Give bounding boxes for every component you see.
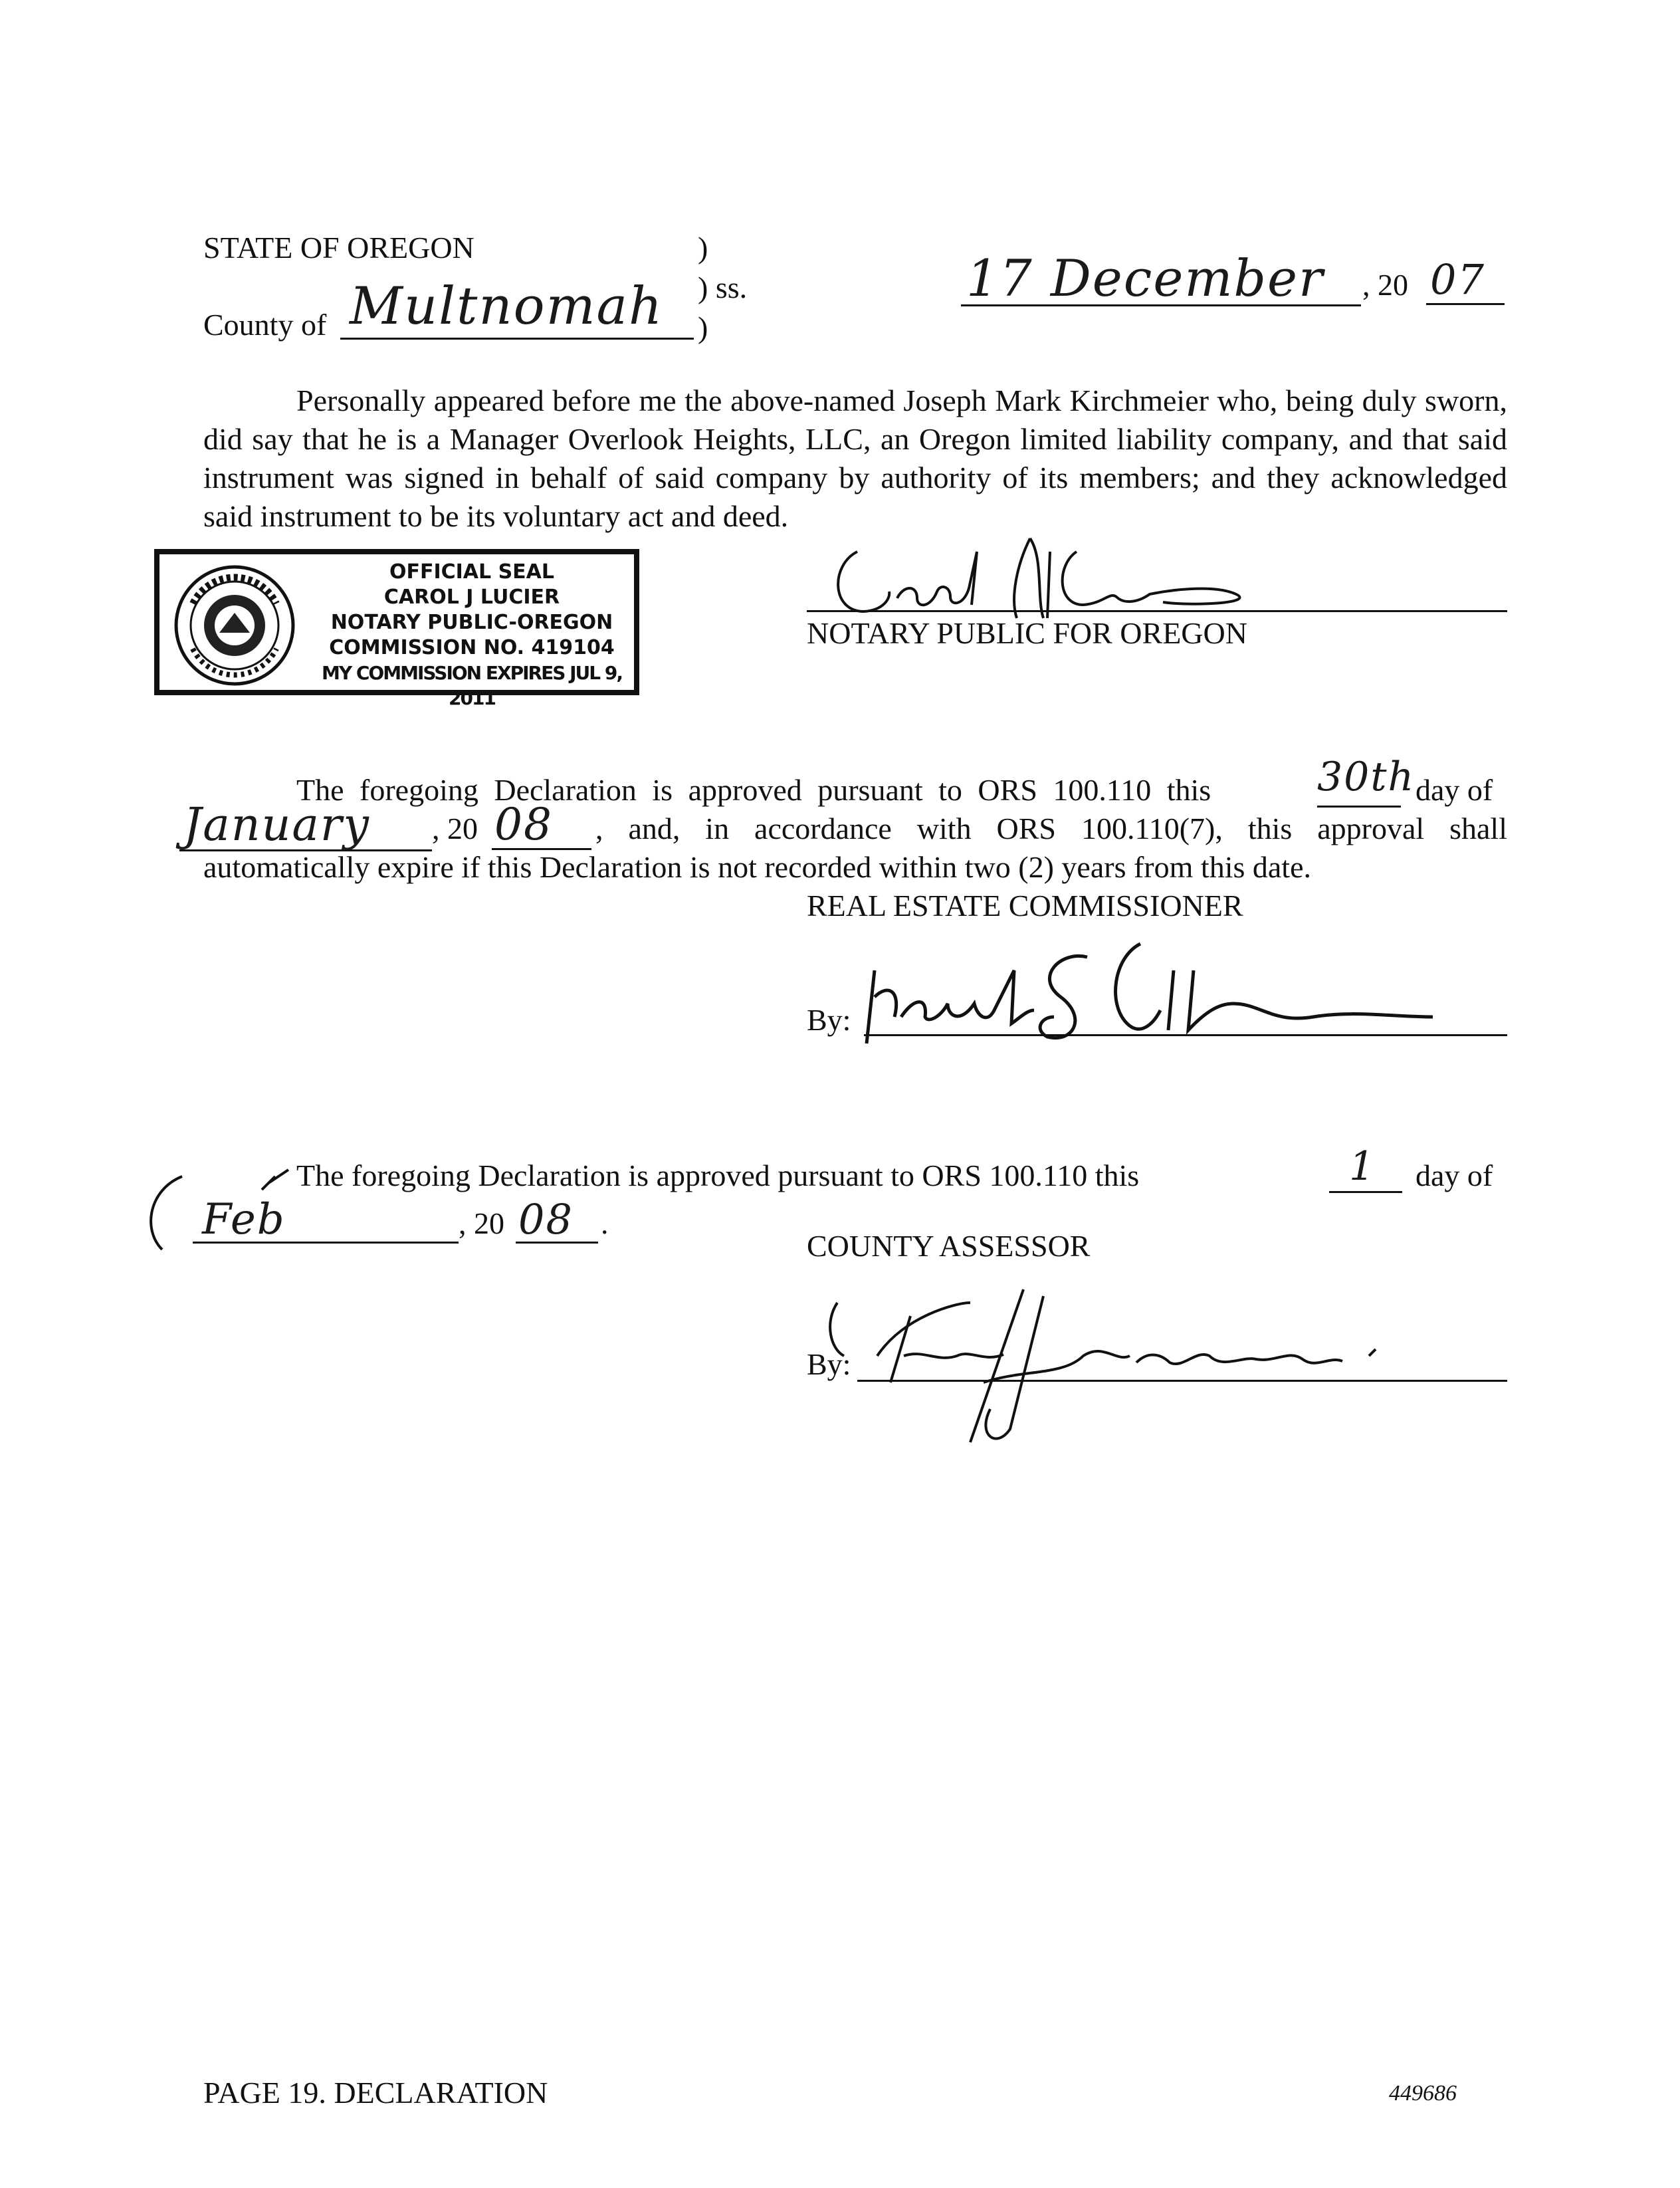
acknowledgment-text: Personally appeared before me the above-named Joseph Mark Kirchmeier who, being duly sworn, did say that he is a Manager Overlook Heights, LLC, an Oregon limited liability company, and that said instrument was signed in behalf of said company by authority of its members; and they acknowledged said instrument to be its voluntary act and deed. xyxy=(203,383,1507,533)
assessor-year-handwritten: 08 xyxy=(518,1195,574,1244)
date-year-prefix: , 20 xyxy=(1362,268,1408,302)
commissioner-text-b: day of xyxy=(1416,773,1493,807)
date-handwritten: 17 December xyxy=(966,249,1324,308)
footer-page-label: PAGE 19. DECLARATION xyxy=(203,2076,548,2110)
seal-line-name: CAROL J LUCIER xyxy=(383,586,560,609)
seal-line-expires: MY COMMISSION EXPIRES JUL 9, 2011 xyxy=(322,662,622,709)
date-field xyxy=(961,250,1361,306)
state-seal-emblem xyxy=(173,564,296,687)
commissioner-day-handwritten: 30th xyxy=(1317,754,1416,800)
assessor-day-field xyxy=(1329,1143,1402,1193)
seal-line-commission: COMMISSION NO. 419104 xyxy=(329,636,615,659)
assessor-year-prefix: , 20 xyxy=(459,1206,504,1240)
commissioner-year-handwritten: 08 xyxy=(494,799,553,850)
seal-line-official: OFFICIAL SEAL xyxy=(389,560,555,584)
notary-seal-stamp xyxy=(154,549,639,709)
county-label: County of xyxy=(203,308,327,342)
venue-state: STATE OF OREGON xyxy=(203,231,474,265)
commissioner-approval-continuation xyxy=(203,810,1507,887)
commissioner-year-prefix: , 20 xyxy=(432,812,478,845)
assessor-year-suffix: . xyxy=(601,1206,609,1240)
venue-paren-1: ) xyxy=(698,231,708,265)
footer-doc-number: 449686 xyxy=(1389,2081,1457,2106)
notary-signature-line xyxy=(807,610,1507,612)
commissioner-month-handwritten: January xyxy=(183,799,370,851)
commissioner-text-c: , and, in accordance with ORS 100.110(7), this approval shall automatically expire if this Declaration is not recorded within two (2) years from this date. xyxy=(203,812,1507,884)
notary-caption: NOTARY PUBLIC FOR OREGON xyxy=(807,616,1247,650)
county-field xyxy=(340,274,694,340)
date-year-field xyxy=(1426,255,1505,305)
assessor-day-handwritten: 1 xyxy=(1349,1143,1376,1190)
assessor-title: COUNTY ASSESSOR xyxy=(807,1229,1091,1263)
commissioner-signature xyxy=(861,930,1459,1050)
date-year-handwritten: 07 xyxy=(1430,255,1485,304)
seal-line-notary: NOTARY PUBLIC-OREGON xyxy=(330,611,613,634)
venue-ss: ) ss. xyxy=(698,271,748,304)
venue-paren-3: ) xyxy=(698,310,708,344)
assessor-text-a: The foregoing Declaration is approved pursuant to ORS 100.110 this xyxy=(296,1158,1140,1192)
commissioner-by-label: By: xyxy=(807,1003,851,1037)
assessor-by-label: By: xyxy=(807,1347,851,1381)
assessor-month-handwritten: Feb xyxy=(202,1195,286,1244)
assessor-month-field xyxy=(193,1195,459,1244)
assessor-signature xyxy=(824,1276,1435,1456)
acknowledgment-paragraph xyxy=(203,382,1507,536)
commissioner-day-field xyxy=(1317,754,1416,808)
assessor-year-field xyxy=(516,1195,598,1244)
seal-text-block xyxy=(312,560,631,711)
commissioner-title: REAL ESTATE COMMISSIONER xyxy=(807,889,1243,923)
commissioner-text-a: The foregoing Declaration is approved pursuant to ORS 100.110 this xyxy=(296,773,1211,807)
assessor-text-b: day of xyxy=(1416,1158,1493,1192)
county-handwritten: Multnomah xyxy=(350,276,664,336)
